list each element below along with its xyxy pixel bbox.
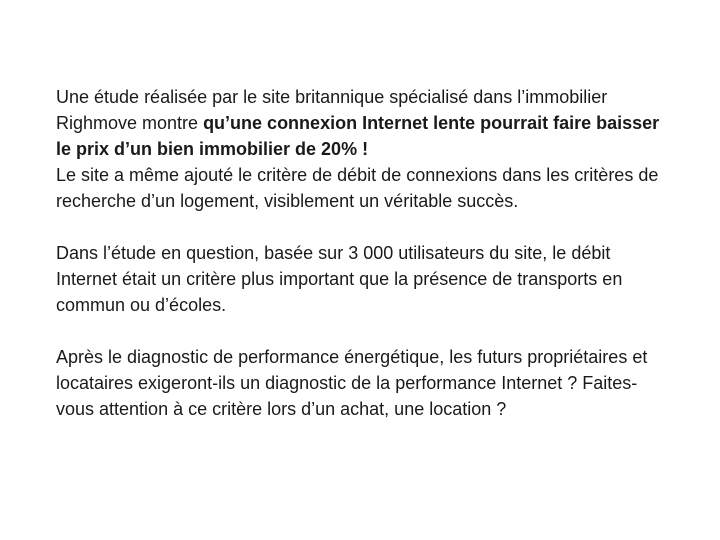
slide-body <box>56 84 666 422</box>
paragraph-3: Après le diagnostic de performance énergétique, les futurs propriétaires et locataires exigeront-ils un diagnostic de la performance Internet ? Faites-vous attention à ce critère lors d’un achat, une location ? <box>56 347 648 419</box>
paragraph-1-highlight: qu’une connexion Internet lente pourrait faire baisser le prix d’un bien immobilier de 20% ! <box>56 113 660 159</box>
paragraph-1-intro: Une étude réalisée par le site britannique spécialisé dans l’immobilier Righmove montre <box>56 87 608 133</box>
paragraph-1 <box>56 84 666 214</box>
paragraph-1-continuation: Le site a même ajouté le critère de débit de connexions dans les critères de recherche d’un logement, visiblement un véritable succès. <box>56 165 659 211</box>
paragraph-2: Dans l’étude en question, basée sur 3 000 utilisateurs du site, le débit Internet était un critère plus important que la présence de transports en commun ou d’écoles. <box>56 243 623 315</box>
paragraph-spacer <box>56 318 666 344</box>
paragraph-spacer <box>56 214 666 240</box>
